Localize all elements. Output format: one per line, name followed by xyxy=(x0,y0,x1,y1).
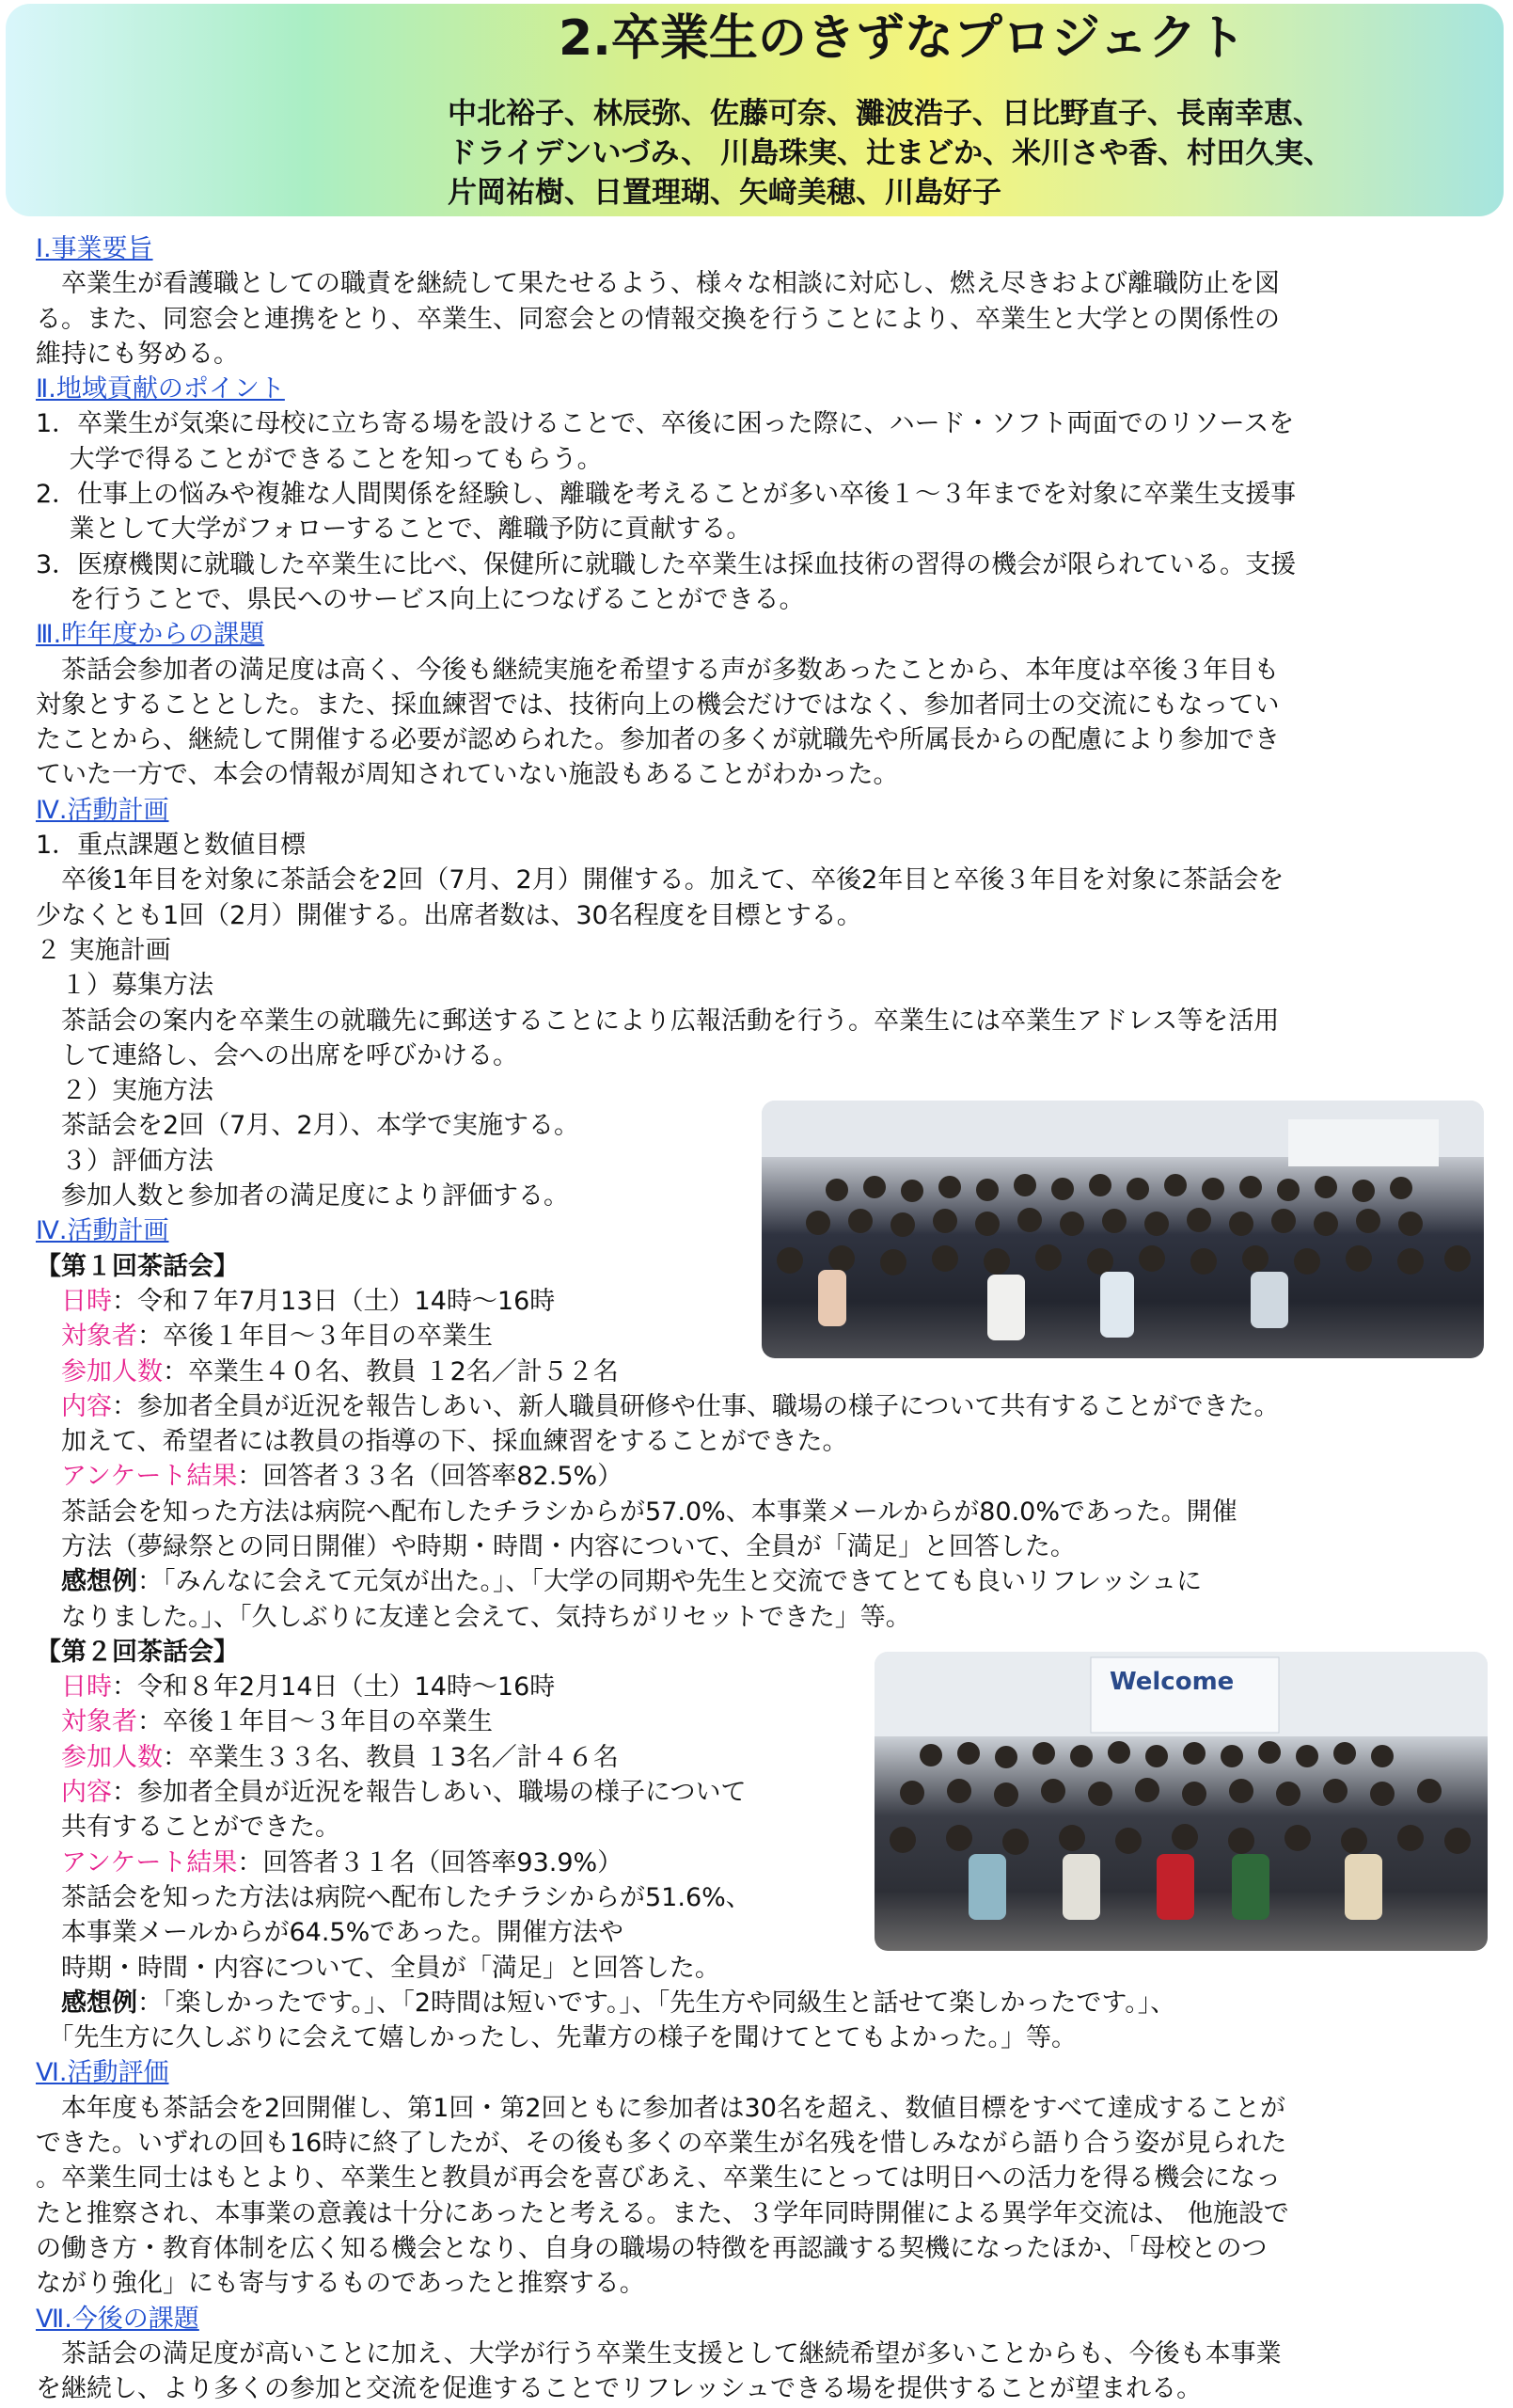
text-line: 3．医療機関に就職した卒業生に比べ、保健所に就職した卒業生は採血技術の習得の機会が限られている。支援 xyxy=(36,549,1297,579)
text-line: を継続し、より多くの参加と交流を促進することでリフレッシュできる場を提供することが望まれる。 xyxy=(36,2374,1203,2404)
event-survey-cont xyxy=(36,1880,1495,1915)
section-heading-issues: Ⅲ.昨年度からの課題 xyxy=(36,620,265,650)
event-title: 【第２回茶話会】 xyxy=(36,1637,239,1667)
text-line: 対象とすることとした。また、採血練習では、技術向上の機会だけではなく、参加者同士の交流にもなってい xyxy=(36,689,1280,720)
text-line: 大学で得ることができることを知ってもらう。 xyxy=(36,444,603,474)
event-impression xyxy=(36,1564,1495,1599)
text-line: 業として大学がフォローすることで、離職予防に貢献する。 xyxy=(36,515,752,545)
event-count xyxy=(36,1354,1495,1389)
date-value: ：令和８年2月14日（土）14時～16時 xyxy=(112,1672,556,1703)
event-title: 【第１回茶話会】 xyxy=(36,1251,239,1281)
target-label: 対象者 xyxy=(61,1707,137,1737)
content-line: 加えて、希望者には教員の指導の下、採血練習をすることができた。 xyxy=(61,1427,848,1457)
content-line: 共有することができた。 xyxy=(61,1813,340,1843)
text-line: ２ 実施計画 xyxy=(36,935,171,965)
survey-value: ：回答者３３名（回答率82.5%） xyxy=(237,1462,623,1492)
author-list xyxy=(448,94,1491,213)
event-impression xyxy=(36,1986,1495,2020)
text-line: して連絡し、会への出席を呼びかける。 xyxy=(36,1040,518,1070)
date-label: 日時 xyxy=(61,1672,112,1703)
event-survey-cont xyxy=(36,1529,1495,1564)
event-content xyxy=(36,1389,1495,1424)
event-count xyxy=(36,1740,1495,1775)
text-line: １）募集方法 xyxy=(36,971,213,1001)
impression-line: なりました。」、「久しぶりに友達と会えて、気持ちがリセットできた」等。 xyxy=(61,1602,911,1632)
impression-label: 感想例 xyxy=(61,1567,137,1597)
section-heading-plan: Ⅳ.活動計画 xyxy=(36,795,169,825)
date-value: ：令和７年7月13日（土）14時～16時 xyxy=(112,1286,556,1316)
impression-line: 「先生方に久しぶりに会えて嬉しかったし、先輩方の様子を聞けてとてもよかった。」等。 xyxy=(61,2023,1077,2053)
section-heading-summary: Ⅰ.事業要旨 xyxy=(36,234,153,263)
content-value: ：参加者全員が近況を報告しあい、新人職員研修や仕事、職場の様子について共有することができた。 xyxy=(112,1391,1280,1421)
text-line: る。また、同窓会と連携をとり、卒業生、同窓会との情報交換を行うことにより、卒業生と大学との関係性の xyxy=(36,304,1280,334)
text-line: 茶話会を2回（7月、2月）、本学で実施する。 xyxy=(36,1111,580,1141)
section-heading-activities: Ⅳ.活動計画 xyxy=(36,1216,169,1246)
text-line: 茶話会の満足度が高いことに加え、大学が行う卒業生支援として継続希望が多いことからも、今後も本事業 xyxy=(36,2338,1282,2368)
event-survey-cont xyxy=(36,1915,1495,1950)
text-line: 1．卒業生が気楽に母校に立ち寄る場を設けることで、卒後に困った際に、ハード・ソフト両面でのリソースを xyxy=(36,409,1295,439)
text-line: ２）実施方法 xyxy=(36,1076,213,1106)
content-label: 内容 xyxy=(61,1391,112,1421)
text-line: の働き方・教育体制を広く知る機会となり、自身の職場の特徴を再認識する契機になったほか、「母校とのつ xyxy=(36,2233,1268,2263)
section-heading-evaluation: Ⅵ.活動評価 xyxy=(36,2058,169,2088)
event-content xyxy=(36,1775,1495,1810)
survey-line: 茶話会を知った方法は病院へ配布したチラシからが51.6%、 xyxy=(61,1882,751,1912)
text-line: 本年度も茶話会を2回開催し、第1回・第2回ともに参加者は30名を超え、数値目標をすべて達成することが xyxy=(36,2093,1285,2123)
header-banner xyxy=(6,4,1504,216)
event-survey xyxy=(36,1459,1495,1494)
main-content xyxy=(36,231,1495,2406)
page-title: 2.卒業生のきずなプロジェクト xyxy=(559,10,1246,67)
content-label: 内容 xyxy=(61,1778,112,1808)
text-line: 。卒業生同士はもとより、卒業生と教員が再会を喜びあえ、卒業生にとっては明日への活力を得る機会になっ xyxy=(36,2163,1282,2194)
text-line: 維持にも努める。 xyxy=(36,339,239,369)
count-label: 参加人数 xyxy=(61,1356,163,1386)
event-survey-cont xyxy=(36,1495,1495,1529)
target-label: 対象者 xyxy=(61,1322,137,1352)
event-date xyxy=(36,1670,1495,1704)
survey-line: 茶話会を知った方法は病院へ配布したチラシからが57.0%、本事業メールからが80.0%であった。開催 xyxy=(61,1497,1237,1527)
impression-label: 感想例 xyxy=(61,1988,137,2018)
section-heading-future: Ⅶ.今後の課題 xyxy=(36,2304,199,2334)
text-line: 卒後1年目を対象に茶話会を2回（7月、2月）開催する。加えて、卒後2年目と卒後３年目を対象に茶話会を xyxy=(36,865,1284,895)
survey-line: 時期・時間・内容について、全員が「満足」と回答した。 xyxy=(61,1953,720,1983)
event-target xyxy=(36,1704,1495,1739)
event-impression-cont xyxy=(36,1600,1495,1635)
impression-value: ：「みんなに会えて元気が出た。」、「大学の同期や先生と交流できてとても良いリフレッシュに xyxy=(137,1567,1203,1597)
date-label: 日時 xyxy=(61,1286,112,1316)
target-value: ：卒後１年目～３年目の卒業生 xyxy=(137,1322,493,1352)
text-line: 参加人数と参加者の満足度により評価する。 xyxy=(36,1181,569,1212)
event-survey xyxy=(36,1846,1495,1880)
survey-label: アンケート結果 xyxy=(61,1462,238,1492)
count-value: ：卒業生４０名、教員 １2名／計５２名 xyxy=(163,1356,619,1386)
count-label: 参加人数 xyxy=(61,1742,163,1772)
text-line: を行うことで、県民へのサービス向上につなげることができる。 xyxy=(36,584,805,614)
text-line: ながり強化」にも寄与するものであったと推察する。 xyxy=(36,2269,645,2299)
section-heading-points: Ⅱ.地域貢献のポイント xyxy=(36,374,285,404)
event-content-cont xyxy=(36,1810,1495,1845)
content-value: ：参加者全員が近況を報告しあい、職場の様子について xyxy=(112,1778,747,1808)
text-line: 卒業生が看護職としての職責を継続して果たせるよう、様々な相談に対応し、燃え尽きおよび離職防止を図 xyxy=(36,269,1280,299)
count-value: ：卒業生３３名、教員 １3名／計４６名 xyxy=(163,1742,619,1772)
target-value: ：卒後１年目～３年目の卒業生 xyxy=(137,1707,493,1737)
text-line: 茶話会参加者の満足度は高く、今後も継続実施を希望する声が多数あったことから、本年度は卒後３年目も xyxy=(36,655,1280,685)
survey-label: アンケート結果 xyxy=(61,1847,238,1877)
event-impression-cont xyxy=(36,2020,1495,2055)
event-date xyxy=(36,1284,1495,1319)
event-content-cont xyxy=(36,1424,1495,1459)
text-line: たことから、継続して開催する必要が認められた。参加者の多くが就職先や所属長からの配慮により参加でき xyxy=(36,725,1280,755)
survey-line: 方法（夢緑祭との同日開催）や時期・時間・内容について、全員が「満足」と回答した。 xyxy=(61,1531,1076,1561)
text-line: ていた一方で、本会の情報が周知されていない施設もあることがわかった。 xyxy=(36,760,899,790)
text-line: たと推察され、本事業の意義は十分にあったと考える。また、３学年同時開催による異学年交流は、 他施設で xyxy=(36,2198,1289,2228)
survey-value: ：回答者３１名（回答率93.9%） xyxy=(237,1847,623,1877)
text-line: 少なくとも1回（2月）開催する。出席者数は、30名程度を目標とする。 xyxy=(36,900,862,930)
impression-value: ：「楽しかったです。」、「2時間は短いです。」、「先生方や同級生と話せて楽しかったです。」、 xyxy=(137,1988,1176,2018)
text-line: 茶話会の案内を卒業生の就職先に郵送することにより広報活動を行う。卒業生には卒業生アドレス等を活用 xyxy=(36,1006,1280,1036)
survey-line: 本事業メールからが64.5%であった。開催方法や xyxy=(61,1918,623,1948)
text-line: 2．仕事上の悩みや複雑な人間関係を経験し、離職を考えることが多い卒後１～３年までを対象に卒業生支援事 xyxy=(36,480,1297,510)
event-survey-cont xyxy=(36,1951,1495,1986)
text-line: ３）評価方法 xyxy=(36,1146,213,1176)
author-line: ドライデンいづみ、 川島珠実、辻まどか、米川さや香、村田久実、 xyxy=(448,136,1333,170)
text-line: できた。いずれの回も16時に終了したが、その後も多くの卒業生が名残を惜しみながら語り合う姿が見られた xyxy=(36,2129,1287,2159)
author-line: 中北裕子、林辰弥、佐藤可奈、灘波浩子、日比野直子、長南幸恵、 xyxy=(448,97,1322,131)
event-target xyxy=(36,1319,1495,1354)
text-line: 1．重点課題と数値目標 xyxy=(36,831,307,861)
welcome-banner-text: Welcome xyxy=(1110,1668,1235,1696)
author-line: 片岡祐樹、日置理瑚、矢﨑美穂、川島好子 xyxy=(448,176,1001,210)
